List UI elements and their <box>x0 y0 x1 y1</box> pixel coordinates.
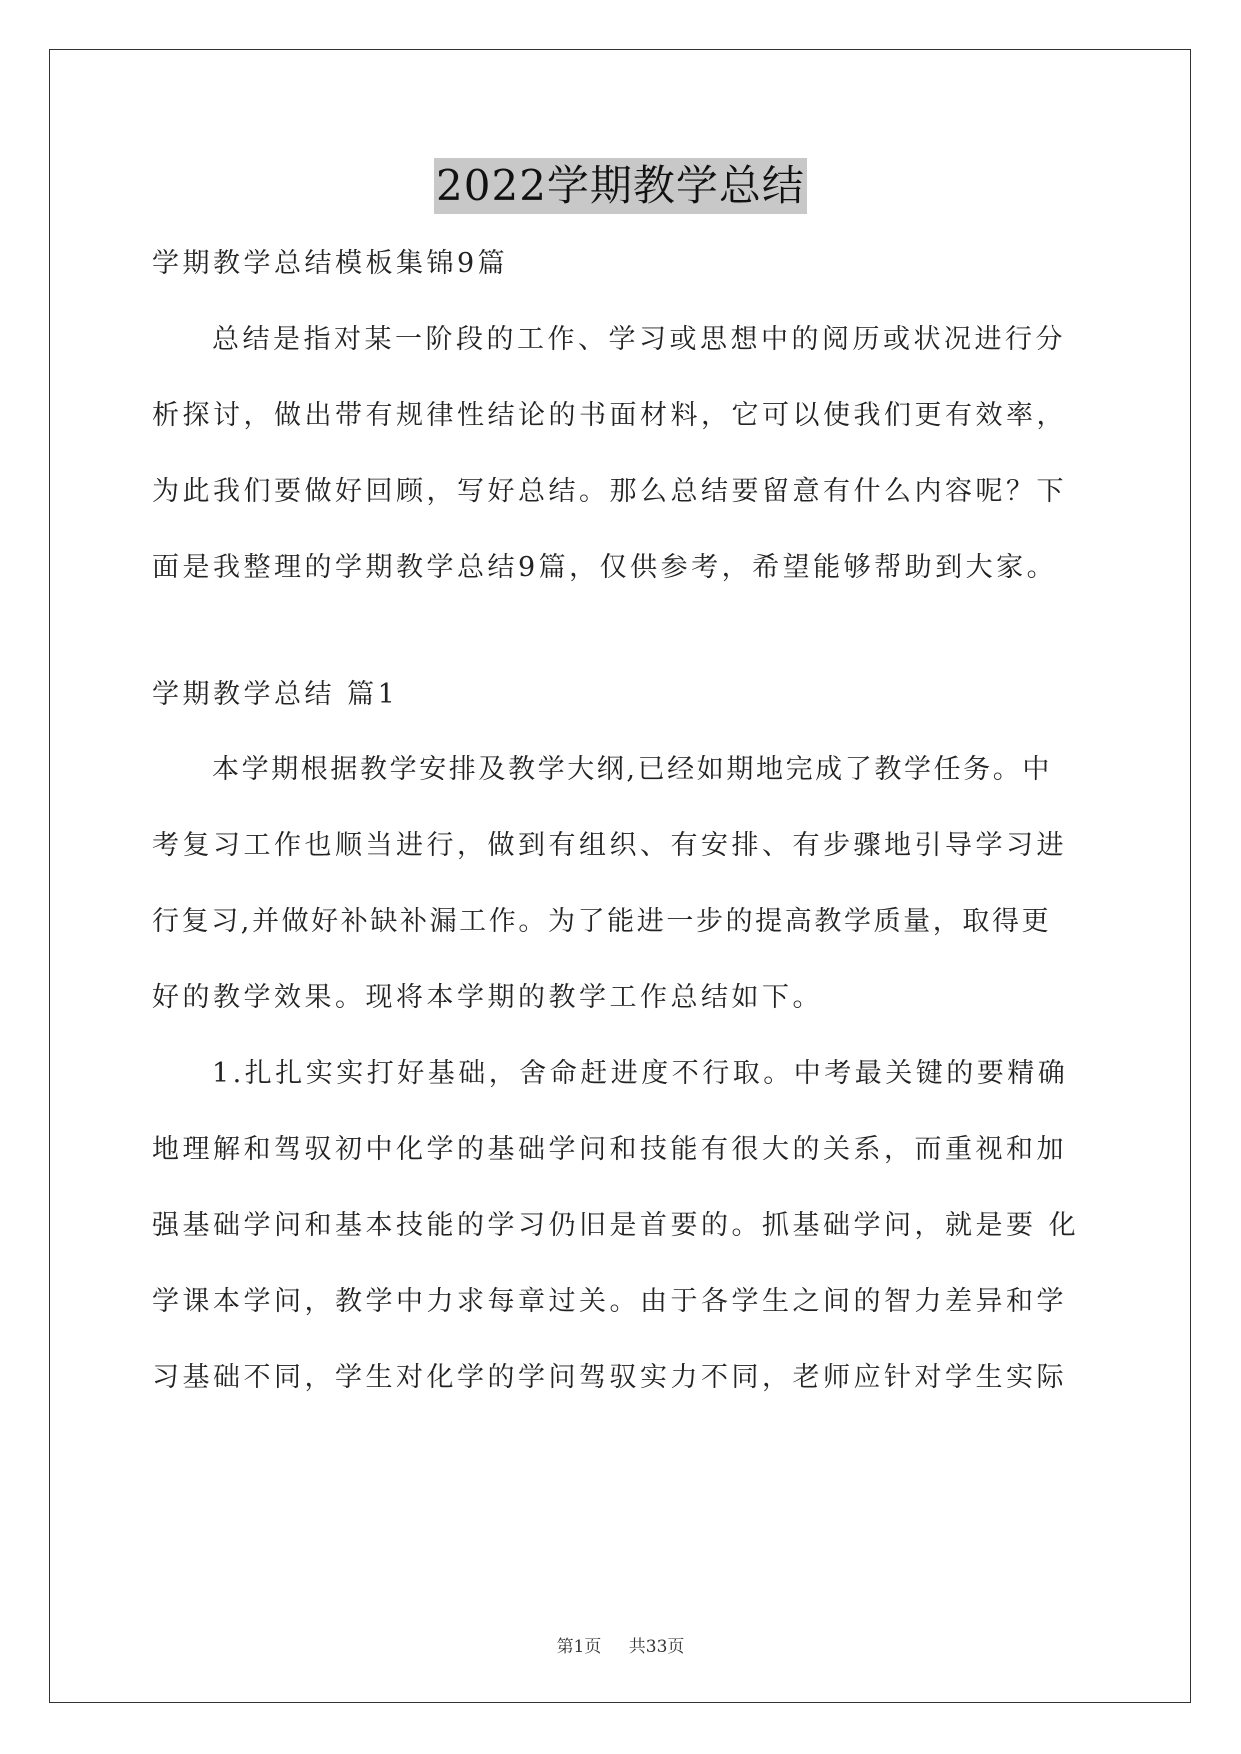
paragraph-line: 地理解和驾驭初中化学的基础学问和技能有很大的关系，而重视和加 <box>152 1134 1067 1165</box>
intro-line: 面是我整理的学期教学总结9篇，仅供参考，希望能够帮助到大家。 <box>152 552 1058 583</box>
intro-line: 为此我们要做好回顾，写好总结。那么总结要留意有什么内容呢？下 <box>152 476 1067 507</box>
document-title: 2022学期教学总结 <box>434 158 807 214</box>
document-subtitle: 学期教学总结模板集锦9篇 <box>152 248 509 279</box>
intro-line: 总结是指对某一阶段的工作、学习或思想中的阅历或状况进行分 <box>212 324 1066 355</box>
section-heading: 学期教学总结 篇1 <box>152 679 399 710</box>
intro-line: 析探讨，做出带有规律性结论的书面材料，它可以使我们更有效率， <box>152 400 1067 431</box>
page-border <box>49 49 1191 1703</box>
paragraph-line: 好的教学效果。现将本学期的教学工作总结如下。 <box>152 982 823 1013</box>
paragraph-line: 考复习工作也顺当进行，做到有组织、有安排、有步骤地引导学习进 <box>152 830 1067 861</box>
paragraph-line: 行复习,并做好补缺补漏工作。为了能进一步的提高教学质量，取得更 <box>152 906 1052 937</box>
page-total: 共33页 <box>628 1637 685 1657</box>
page-footer <box>0 1632 1241 1657</box>
title-container <box>0 158 1241 214</box>
page-number: 第1页 <box>556 1637 602 1657</box>
paragraph-line: 习基础不同，学生对化学的学问驾驭实力不同，老师应针对学生实际 <box>152 1362 1067 1393</box>
paragraph-line: 学课本学问，教学中力求每章过关。由于各学生之间的智力差异和学 <box>152 1286 1067 1317</box>
paragraph-line: 1.扎扎实实打好基础，舍命赶进度不行取。中考最关键的要精确 <box>212 1058 1069 1089</box>
paragraph-line: 强基础学问和基本技能的学习仍旧是首要的。抓基础学问，就是要 化 <box>152 1210 1080 1241</box>
paragraph-line: 本学期根据教学安排及教学大纲,已经如期地完成了教学任务。中 <box>212 754 1052 785</box>
